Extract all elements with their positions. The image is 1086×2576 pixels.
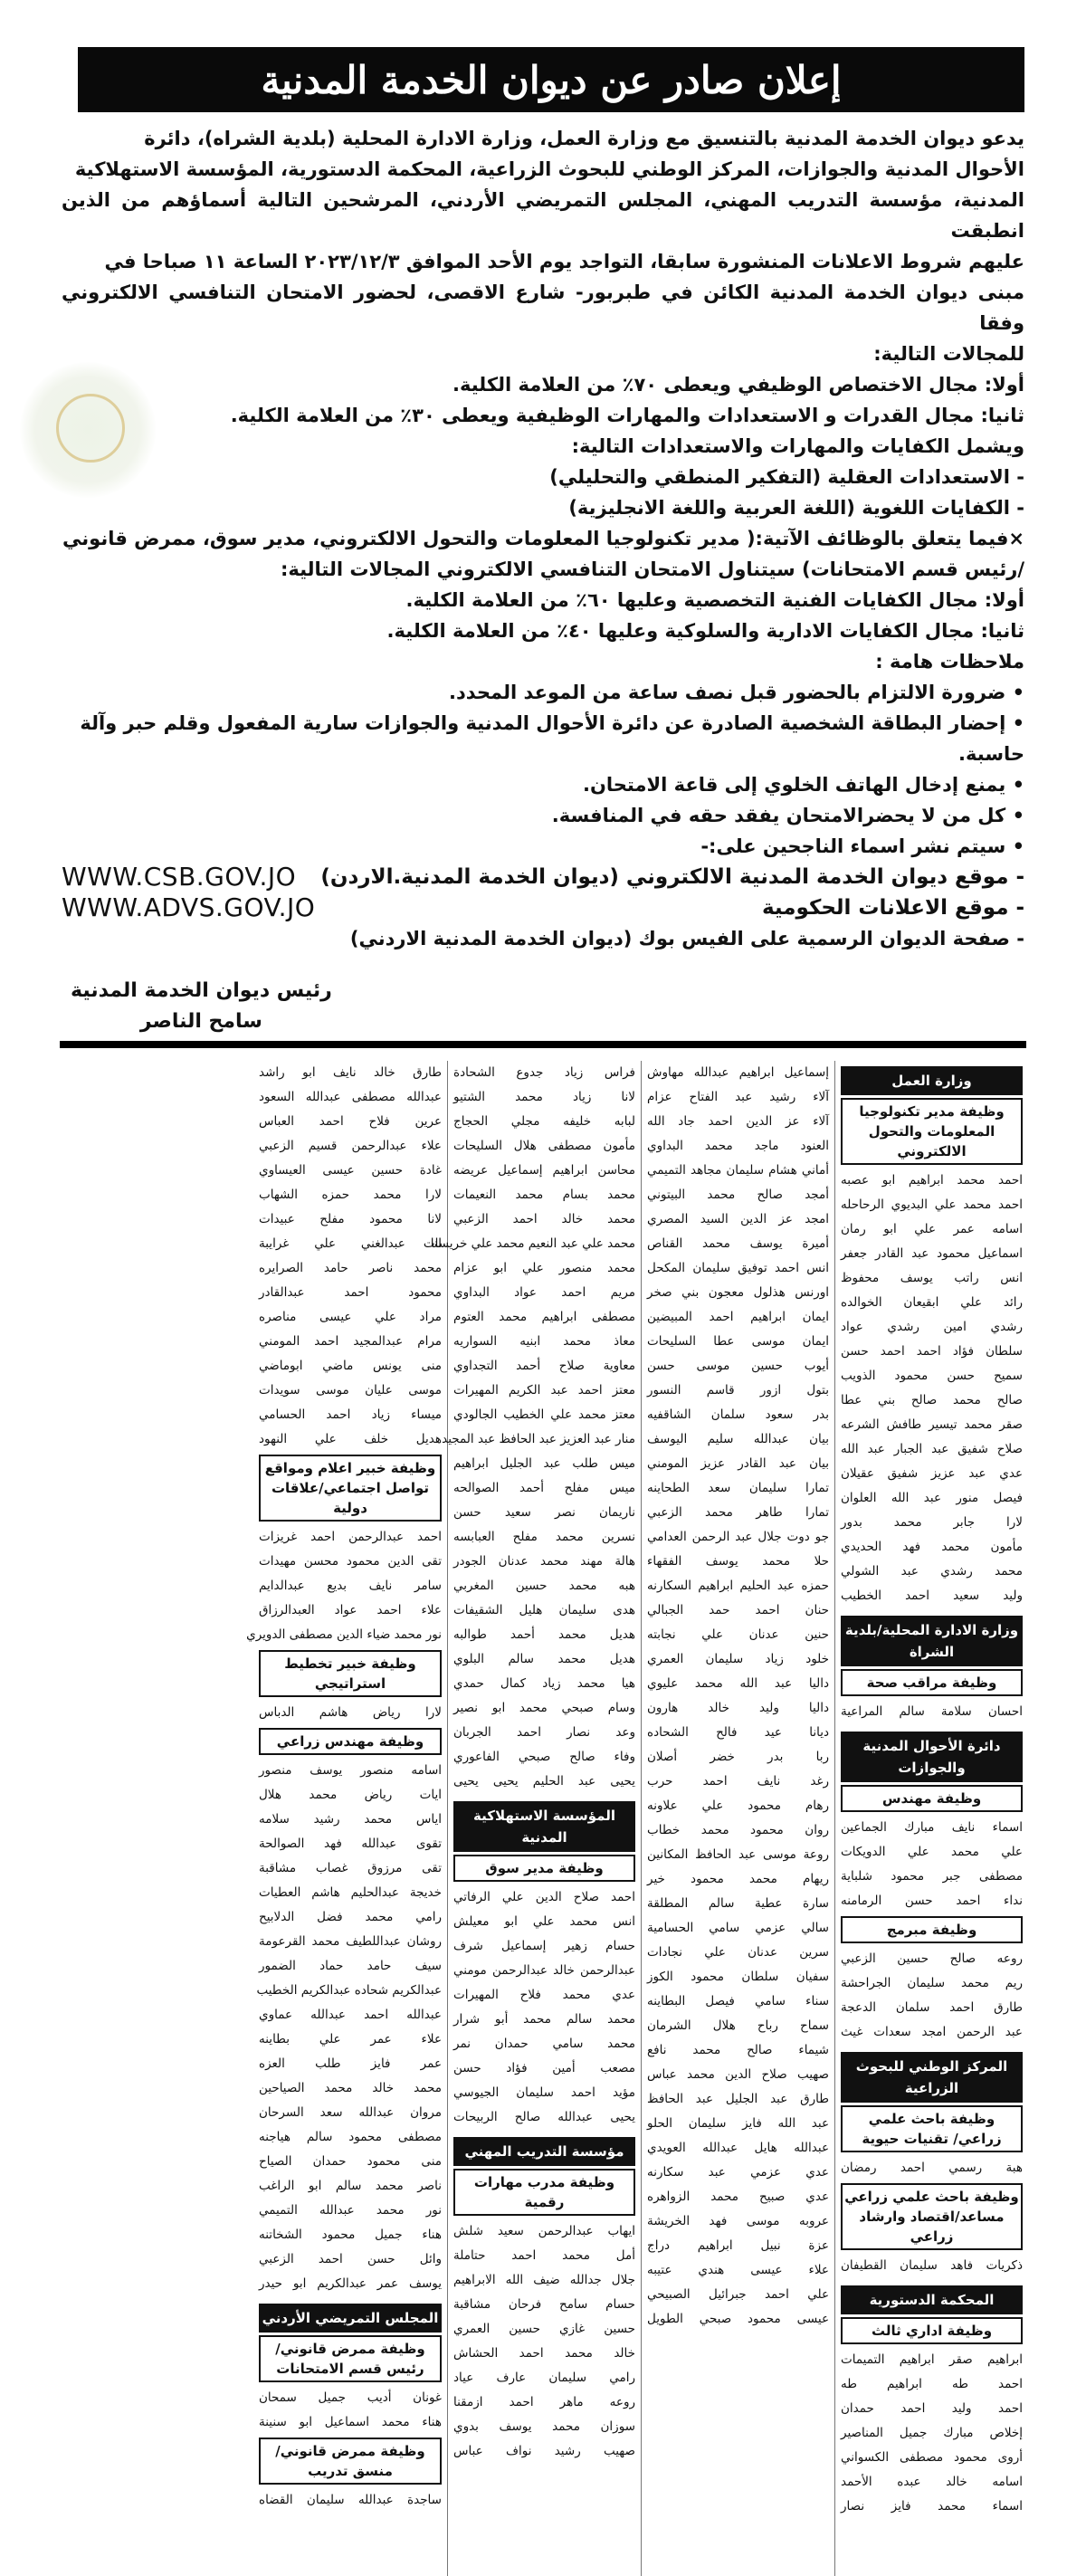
candidate-name: عزة نبيل ابراهيم دراج <box>647 2238 829 2253</box>
candidate-name: وليد سعيد احمد الخطيب <box>841 1589 1023 1603</box>
candidate-name: لارا رياض هاشم الدباس <box>259 1705 442 1720</box>
candidate-name: تقوى عبدالله فهد الصوالحة <box>259 1837 442 1851</box>
candidate-name: محمد خالد احمد الزعبي <box>453 1212 635 1226</box>
results-link-label: - موقع ديوان الخدمة المدنية الالكتروني (ديوان الخدمة المدنية.الاردن) <box>320 865 1024 889</box>
job-title-box: وظيفة مدرب مهارات رقمية <box>453 2169 635 2216</box>
candidate-name: هبة رسمي احمد رمضان <box>841 2161 1023 2175</box>
candidate-name: محمد سامي حمدان نمر <box>453 2037 635 2051</box>
candidates-column <box>423 1061 641 2576</box>
body-line: عليهم شروط الاعلانات المنشورة سابقا، التواجد يوم الأحد الموافق ٢٠٢٣/١٢/٣ الساعة ١١ صباحا في <box>104 251 1024 272</box>
candidate-name: يحيى عبد الحليم يحيى يحيى <box>453 1774 635 1789</box>
candidate-name: آلاء عز الدين احمد جاد الله <box>647 1114 829 1129</box>
candidate-name: صقر محمد تيسير طافش الشرعه <box>841 1417 1023 1432</box>
job-title-box: وظيفة ممرض قانوني/منسق تدريب <box>259 2438 442 2485</box>
candidate-name: مروان عبدالله سعد السرحان <box>259 2105 442 2120</box>
signature-name: سامح الناصر <box>139 1010 262 1033</box>
candidate-name: غادة حسين عيسى العيساوي <box>259 1163 442 1178</box>
candidate-name: عبدالكريم شحاده عبدالكريم الخطيب <box>256 1983 442 1998</box>
body-line: يدعو ديوان الخدمة المدنية بالتنسيق مع وزارة العمل، وزارة الادارة المحلية (بلدية الشراه)، دائرة <box>144 128 1024 149</box>
candidates-column <box>246 1061 447 2576</box>
body-line: أولا: مجال الاختصاص الوظيفي ويعطى ٧٠٪ من العلامة الكلية. <box>452 374 1024 396</box>
body-line: مبنى ديوان الخدمة المدنية الكائن في طبربور- شارع الاقصى، لحضور الامتحان التنافسي الالكتروني وفقا <box>62 281 1024 334</box>
candidate-name: حلا محمد يوسف الفقهاء <box>647 1554 829 1569</box>
candidate-name: سيف حامد حماد الضمور <box>259 1959 442 1973</box>
candidate-name: ساجدة عبدالله سليمان القضاه <box>259 2493 442 2507</box>
candidate-name: أماني هشام سليمان مجاهد التميمي <box>647 1163 829 1178</box>
job-title-box: وظيفة مهندس زراعي <box>259 1728 442 1755</box>
candidate-name: طارق خالد نايف ابو راشد <box>259 1065 442 1080</box>
job-title-box: وظيفة ممرض قانوني/ رئيس قسم الامتحانات <box>259 2335 442 2382</box>
candidate-name: منى محمود حمدان الصياح <box>259 2154 442 2169</box>
institution-header: المركز الوطني للبحوث الزراعية <box>841 2052 1023 2103</box>
candidate-name: أروى محمود مصطفى الكسواني <box>841 2450 1023 2465</box>
candidate-name: فراس زياد جدوع الشحادة <box>453 1065 635 1080</box>
candidate-name: اسماء محمد فايز نصار <box>841 2499 1023 2514</box>
candidate-name: اياس محمد رشيد سلامه <box>259 1812 442 1827</box>
candidate-name: ايهاب عبدالرحمن سعيد شلش <box>453 2224 635 2238</box>
candidate-name: نور محمد عبدالله التميمي <box>259 2203 442 2218</box>
candidate-name: شيماء صالح محمد نافع <box>647 2043 829 2057</box>
candidate-name: محمد ناصر حامد الصرايره <box>259 1261 442 1275</box>
institution-header: المجلس التمريضي الأردني <box>259 2304 442 2333</box>
candidates-columns <box>58 1061 1028 2576</box>
body-line: • كل من لا يحضرالامتحان يفقد حقه في المنافسة. <box>551 805 1024 826</box>
candidate-name: رائد علي ابقيعان الخوالده <box>841 1295 1023 1310</box>
candidate-name: حنين عدنان علي نجابته <box>647 1627 829 1642</box>
candidate-name: احمد عبدالرحمن احمد غريزات <box>259 1530 442 1544</box>
candidate-name: وسام صبحي محمد ابو نصير <box>453 1701 635 1715</box>
candidate-name: لنا عبدالغني علي غرايبة <box>259 1236 442 1251</box>
candidate-name: سناء سامي فيصل البطاينه <box>647 1994 829 2008</box>
candidate-name: ريم محمد سليمان الجراحشة <box>841 1976 1023 1990</box>
candidate-name: مصطفى ابراهيم محمد العتوم <box>453 1310 635 1324</box>
candidate-name: هالة مهند محمد عدنان الجودر <box>453 1554 635 1569</box>
candidate-name: لانا محمود مفلح عبيدات <box>259 1212 442 1226</box>
candidate-name: موسى عليان موسى سويدات <box>259 1383 442 1398</box>
body-line: المدنية، مؤسسة التدريب المهني، المجلس التمريضي الأردني، المرشحين التالية أسماؤهم من الذين انطبقت <box>62 189 1024 242</box>
results-link-url[interactable]: WWW.CSB.GOV.JO <box>62 862 297 892</box>
candidate-name: فيصل منور عبد الله العلوان <box>841 1491 1023 1505</box>
candidate-name: صهيب صلاح الدين محمد عباس <box>647 2067 829 2082</box>
candidate-name: سرين عدنان علي نجادات <box>647 1945 829 1960</box>
signature-role: رئيس ديوان الخدمة المدنية <box>71 979 332 1002</box>
candidate-name: هبه محمد حسين المغربي <box>453 1579 635 1593</box>
candidate-name: محمد خالد محمد الصياحين <box>259 2081 442 2095</box>
candidate-name: هديل خلف علي النهود <box>259 1432 442 1446</box>
candidate-name: علي محمد علي الدويكات <box>841 1845 1023 1859</box>
candidate-name: وفاء صالح صبحي الفاعوري <box>453 1750 635 1764</box>
candidate-name: رامي سليمان عارف عياد <box>453 2371 635 2385</box>
candidate-name: نسرين محمد مفلح العبابسه <box>453 1530 635 1544</box>
candidate-name: عدي صبيح محمد الزواهره <box>647 2190 829 2204</box>
job-title-box: وظيفة خبير اعلام ومواقع تواصل اجتماعي/علاقات دولية <box>259 1455 442 1522</box>
candidate-name: عيسى محمود صبحي الطويل <box>647 2312 829 2326</box>
candidate-name: أمجد صالح محمد البيتوني <box>647 1188 829 1202</box>
job-title-box: وظيفة مهندس <box>841 1785 1023 1812</box>
body-line: - الكفايات اللغوية (اللغة العربية واللغة الانجليزية) <box>568 497 1024 519</box>
candidate-name: حمزه عبد الحليم ابراهيم السكارنه <box>647 1579 829 1593</box>
candidate-name: انس محمد علي ابو معيلش <box>453 1914 635 1929</box>
body-line: • ضرورة الالتزام بالحضور قبل نصف ساعة من الموعد المحدد. <box>449 682 1024 703</box>
candidate-name: عبد الله فايز سليمان الحلو <box>647 2116 829 2131</box>
page-title: إعلان صادر عن ديوان الخدمة المدنية <box>78 47 1024 112</box>
candidate-name: داليا وليد خالد هارون <box>647 1701 829 1715</box>
candidate-name: مرام عبدالمجيد احمد المومني <box>259 1334 442 1349</box>
job-title-box: وظيفة باحث علمي زراعي/ تقنيات حيوية <box>841 2105 1023 2152</box>
candidate-name: احمد وليد احمد حمدان <box>841 2401 1023 2416</box>
candidate-name: ايمان ابراهيم احمد المبيضين <box>647 1310 829 1324</box>
candidate-name: جلال جدالله ضيف الله الابراهيم <box>453 2273 635 2287</box>
candidate-name: محمد منصور علي ابو عزام <box>453 1261 635 1275</box>
candidate-name: انس راتب يوسف محفوظ <box>841 1271 1023 1285</box>
candidate-name: مأمون مصطفى هلال السليحات <box>453 1139 635 1153</box>
candidate-name: بتول ازور قاسم النسور <box>647 1383 829 1398</box>
job-title-box: وظيفة اداري ثالث <box>841 2317 1023 2344</box>
candidate-name: هديل محمد أحمد طوالبه <box>453 1627 635 1642</box>
candidate-name: آلاء رشيد عبد الفتاح عزام <box>647 1090 829 1104</box>
candidate-name: تمارا سليمان سعد الطحاينه <box>647 1481 829 1495</box>
candidate-name: اسماء نايف مبارك الجماعين <box>841 1820 1023 1835</box>
candidate-name: جو دوت جلال عبد الرحمن العدامي <box>647 1530 829 1544</box>
candidate-name: عبدالله هايل عبدالله العويدي <box>647 2141 829 2155</box>
body-line: حاسبة. <box>958 743 1024 765</box>
candidate-name: محمد علي عبد النعيم محمد علي خريسات <box>423 1236 635 1251</box>
job-title-box: وظيفة مبرمج <box>841 1916 1023 1943</box>
section-divider <box>60 1041 1026 1048</box>
candidate-name: سوزان محمد يوسف بدوي <box>453 2419 635 2434</box>
candidate-name: اسماعيل محمود عبد القادر جعفر <box>841 1246 1023 1261</box>
candidate-name: سامر نايف بديع عبدالدايم <box>259 1579 442 1593</box>
candidate-name: أمل محمد احمد حتاملة <box>453 2248 635 2263</box>
job-title-box: وظيفة باحث علمي زراعي مساعد/اقتصاد وارشاد زراعي <box>841 2183 1023 2250</box>
body-line: ×فيما يتعلق بالوظائف الآتية:( مدير تكنولوجيا المعلومات والتحول الالكتروني، مدير سوق، ممرض قانوني <box>62 528 1024 549</box>
candidate-name: ابراهيم صقر ابراهيم التميمات <box>841 2352 1023 2367</box>
candidate-name: احمد طه ابراهيم طه <box>841 2377 1023 2391</box>
candidate-name: طارق عبد الجليل عبد الحافظ <box>647 2092 829 2106</box>
candidate-name: سالي عزمي سامي الحسامية <box>647 1921 829 1935</box>
candidate-name: اسامه منصور يوسف منصور <box>259 1763 442 1778</box>
candidate-name: عبد الرحمن امجد سعدات غيث <box>841 2025 1023 2039</box>
candidate-name: عدي عزمي عبد سكارنه <box>647 2165 829 2180</box>
candidate-name: معاوية صلاح أحمد التجداوي <box>453 1359 635 1373</box>
candidate-name: عبدالرحمن خالد عبدالرحمن مومني <box>453 1963 635 1978</box>
candidate-name: احمد صلاح الدين علي الرفاتي <box>453 1890 635 1904</box>
body-line: • إحضار البطاقة الشخصية الصادرة عن دائرة الأحوال المدنية والجوازات سارية المفعول وقلم حبر وآلة <box>80 712 1024 734</box>
results-link-row <box>62 862 1024 892</box>
candidate-name: روان محمود محمد خطاب <box>647 1823 829 1837</box>
candidate-name: منار عبد العزيز عبد الحافظ عبد المجيد <box>442 1432 635 1446</box>
candidate-name: امجد عز الدين السيد المصري <box>647 1212 829 1226</box>
candidate-name: سفيان سلطان محمود الكوز <box>647 1970 829 1984</box>
candidate-name: العنود ماجد محمد البداوي <box>647 1139 829 1153</box>
candidate-name: محاسن ابراهيم إسماعيل عريضه <box>453 1163 635 1178</box>
candidate-name: مأمون محمد فهد الحديدي <box>841 1540 1023 1554</box>
body-line: ثانيا: مجال القدرات و الاستعدادات والمهارات الوظيفية ويعطى ٣٠٪ من العلامة الكلية. <box>230 405 1024 426</box>
job-title-box: وظيفة مدير سوق <box>453 1855 635 1882</box>
candidates-column <box>641 1061 834 2576</box>
candidate-name: ميس طلب عبد الجليل ابراهيم <box>453 1456 635 1471</box>
candidate-name: خالد محمد احمد الحشاش <box>453 2346 635 2361</box>
candidate-name: وعد نصار احمد الجربان <box>453 1725 635 1740</box>
candidate-name: سميح حسن محمود الذويب <box>841 1369 1023 1383</box>
candidate-name: أميرة يوسف محمد القناص <box>647 1236 829 1251</box>
candidate-name: رشدي امين رشدي عواد <box>841 1320 1023 1334</box>
candidate-name: عبدالله مصطفى عبدالله السعود <box>259 1090 442 1104</box>
candidate-name: محمود احمد عبدالقادر <box>259 1285 442 1300</box>
candidate-name: حسين غازي حسين العمري <box>453 2322 635 2336</box>
candidate-name: مؤيد احمد سليمان الجيوسي <box>453 2085 635 2100</box>
candidate-name: هناء محمد اسماعيل ابو سنينة <box>259 2415 442 2429</box>
candidate-name: معاذ محمد ابنيه السواريه <box>453 1334 635 1349</box>
results-link-row <box>62 892 1024 923</box>
body-line: ثانيا: مجال الكفايات الادارية والسلوكية وعليها ٤٠٪ من العلامة الكلية. <box>386 620 1024 642</box>
candidate-name: هدى سليمان هليل الشقيفات <box>453 1603 635 1617</box>
results-link-label: - موقع الاعلانات الحكومية <box>761 896 1024 920</box>
candidate-name: هناء جميل محمود الشخاتنه <box>259 2228 442 2242</box>
candidate-name: علاء عمر علي بطاينه <box>259 2032 442 2046</box>
body-line: /رئيس قسم الامتحانات) سيتناول الامتحان التنافسي الالكتروني المجالات التالية: <box>280 558 1024 580</box>
candidate-name: روشان عبداللطيف محمد القرعومة <box>259 1934 442 1949</box>
candidate-name: ميس مفلح أحمد الصوالحه <box>453 1481 635 1495</box>
candidate-name: اسامه عمر علي ابو رمان <box>841 1222 1023 1236</box>
candidate-name: يوسف عمر عبدالكريم ابو حيدر <box>259 2276 442 2291</box>
institution-header: المحكمة الدستورية <box>841 2285 1023 2314</box>
candidate-name: عبدالله احمد عبدالله عماوي <box>259 2008 442 2022</box>
candidate-name: حسام زهير إسماعيل شرف <box>453 1939 635 1953</box>
job-title-box: وظيفة خبير تخطيط استراتيجي <box>259 1650 442 1697</box>
candidate-name: احمد محمد ابراهيم ابو عصبه <box>841 1173 1023 1188</box>
candidate-name: لانا زياد محمد الشتيو <box>453 1090 635 1104</box>
candidate-name: حنان احمد حمد الجبالي <box>647 1603 829 1617</box>
job-title-box: وظيفة مراقب صحة <box>841 1669 1023 1696</box>
institution-header: دائرة الأحوال المدنية والجوازات <box>841 1732 1023 1782</box>
facebook-page-note: - صفحة الديوان الرسمية على الفيس بوك (ديوان الخدمة المدنية الاردني) <box>349 928 1024 949</box>
candidate-name: مراد علي عيسى مناصره <box>259 1310 442 1324</box>
candidate-name: تقى الدين محمود محسن مهيدات <box>259 1554 442 1569</box>
candidate-name: روعه ماهر احمد ازمقنا <box>453 2395 635 2409</box>
candidate-name: عروبه موسى فهد الخريشة <box>647 2214 829 2228</box>
body-line: • سيتم نشر اسماء الناجحين على:- <box>700 835 1024 857</box>
candidate-name: ايمان موسى عطا السليحات <box>647 1334 829 1349</box>
candidate-name: لارا جابر محمد بدور <box>841 1515 1023 1530</box>
candidate-name: هيا محمد زياد كمال حمدي <box>453 1676 635 1691</box>
job-title-box: وظيفة مدير تكنولوجيا المعلومات والتحول الالكتروني <box>841 1098 1023 1165</box>
candidate-name: عمر فايز طلب العزه <box>259 2056 442 2071</box>
candidate-name: بيان عبدالله سليم اليوسف <box>647 1432 829 1446</box>
candidate-name: رهام محمود علي علاونه <box>647 1798 829 1813</box>
candidate-name: علاء احمد عواد العبدالرزاق <box>259 1603 442 1617</box>
candidate-name: اورنس هذلول معجون بني صخر <box>647 1285 829 1300</box>
candidate-name: روعة موسى عبد الحافظ المكانين <box>647 1847 829 1862</box>
candidate-name: احسان سلامة سالم المراعية <box>841 1704 1023 1719</box>
candidate-name: رغد نايف احمد حرب <box>647 1774 829 1789</box>
candidate-name: احمد محمد علي البديوي الرحاحله <box>841 1197 1023 1212</box>
candidate-name: علي احمد جبرائيل الصبيحي <box>647 2287 829 2302</box>
body-line: أولا: مجال الكفايات الفنية التخصصية وعليها ٦٠٪ من العلامة الكلية. <box>405 589 1024 611</box>
candidate-name: محمد رشدي عبد الشولي <box>841 1564 1023 1579</box>
candidate-name: إسماعيل ابراهيم عبدالله مهاوش <box>647 1065 829 1080</box>
candidate-name: علاء عبدالرحمن قسيم الزعبي <box>259 1139 442 1153</box>
institution-header: مؤسسة التدريب المهني <box>453 2137 635 2166</box>
body-line: للمجالات التالية: <box>873 343 1024 365</box>
candidate-name: هديل محمد سالم البلوي <box>453 1652 635 1666</box>
body-line: الأحوال المدنية والجوازات، المركز الوطني للبحوث الزراعية، المحكمة الدستورية، المؤسسة الاستهلاكية <box>74 158 1024 180</box>
candidate-name: سلطان فؤاد احمد احمد حسن <box>841 1344 1023 1359</box>
announcement-body <box>62 123 1024 954</box>
institution-header: المؤسسة الاستهلاكية المدنية <box>453 1801 635 1852</box>
candidate-name: عدي عبد عزيز شفيق عقيلان <box>841 1466 1023 1481</box>
candidate-name: نور محمد ضياء الدين مصطفى الدويري <box>246 1627 442 1642</box>
institution-header: وزارة العمل <box>841 1066 1023 1095</box>
candidate-name: مصطفى جبر محمود شلباية <box>841 1869 1023 1884</box>
candidate-name: أيوب حسين موسى حسن <box>647 1359 829 1373</box>
candidate-name: داليا عبد الله محمد عليوي <box>647 1676 829 1691</box>
body-line: ويشمل الكفايات والمهارات والاستعدادات التالية: <box>571 435 1024 457</box>
candidate-name: محمد بسام محمد النعيمات <box>453 1188 635 1202</box>
candidate-name: إخلاص مبارك جميل المناصير <box>841 2426 1023 2440</box>
candidate-name: صهيب رشيد نواف عباس <box>453 2444 635 2458</box>
candidate-name: يحيى عبدالله صالح الربيحات <box>453 2110 635 2124</box>
candidate-name: نداء احمد حسن الرمامنه <box>841 1894 1023 1908</box>
candidate-name: سماح رباح هلال الشرمان <box>647 2018 829 2033</box>
candidate-name: طارق احمد سلمان الدعجة <box>841 2000 1023 2015</box>
candidate-name: لارا محمد حمزه الشهاب <box>259 1188 442 1202</box>
candidate-name: ريهام محمد محمود خير <box>647 1872 829 1886</box>
results-link-url[interactable]: WWW.ADVS.GOV.JO <box>62 892 316 922</box>
candidate-name: مصطفى محمود سالم هياجنه <box>259 2130 442 2144</box>
candidate-name: تقى مرزوق غصاب مشاقبة <box>259 1861 442 1875</box>
candidate-name: وائل حسن احمد الزعبي <box>259 2252 442 2266</box>
candidate-name: عرين فلاح احمد العباس <box>259 1114 442 1129</box>
candidate-name: ميساء زياد احمد الحسامي <box>259 1407 442 1422</box>
candidate-name: غونان أديب جميل سمحان <box>259 2390 442 2405</box>
candidate-name: معتز محمد علي الخطيب الجالودي <box>453 1407 635 1422</box>
candidates-column <box>834 1061 1028 2576</box>
candidate-name: روعه صالح حسين الزعبي <box>841 1951 1023 1966</box>
candidate-name: معتز احمد عبد الكريم المهيرات <box>453 1383 635 1398</box>
candidate-name: انس احمد توفيق سليمان المكحل <box>647 1261 829 1275</box>
body-line: • يمنع إدخال الهاتف الخلوي إلى قاعة الامتحان. <box>582 774 1024 796</box>
candidate-name: رامي محمد فضل الدلابيح <box>259 1910 442 1924</box>
candidate-name: خديجة عبدالحليم هاشم العطيات <box>259 1885 442 1900</box>
candidate-name: صالح محمد صالح بني عطا <box>841 1393 1023 1407</box>
candidate-name: حسام سامح فرحان مشاقبة <box>453 2297 635 2312</box>
candidate-name: ذكريات فاهد سليمان القطيفان <box>841 2258 1023 2273</box>
candidate-name: منى يونس ماضي ابوماضي <box>259 1359 442 1373</box>
candidate-name: مصعب أمين فؤاد حسن <box>453 2061 635 2075</box>
body-line: - الاستعدادات العقلية (التفكير المنطقي والتحليلي) <box>549 466 1024 488</box>
candidate-name: بيان عبد القادر عزيز المومني <box>647 1456 829 1471</box>
body-line: ملاحظات هامة : <box>875 651 1024 673</box>
candidate-name: خلود زياد سليمان العمري <box>647 1652 829 1666</box>
candidate-name: صلاح شفيق عبد الجبار عبد الله <box>841 1442 1023 1456</box>
signature-block <box>71 976 332 1037</box>
candidate-name: ناصر محمد سالم ابو الراغب <box>259 2179 442 2193</box>
candidate-name: علاء عيسى هندي عتيبه <box>647 2263 829 2277</box>
candidate-name: ربا بدر خضر أصلان <box>647 1750 829 1764</box>
candidate-name: لبابه خليفه مجلي الحجاج <box>453 1114 635 1129</box>
candidate-name: محمد سالم محمد أبو شرار <box>453 2012 635 2027</box>
candidate-name: ناريمان نصر سعيد حسن <box>453 1505 635 1520</box>
candidate-name: عدي محمد فلاح المهيرات <box>453 1988 635 2002</box>
candidate-name: بدر سعود سلمان الشاقفيه <box>647 1407 829 1422</box>
candidate-name: سارة عطية سالم المطلقة <box>647 1896 829 1911</box>
candidate-name: اسامه خالد عبده الأحمد <box>841 2475 1023 2489</box>
institution-header: وزارة الادارة المحلية/بلدية الشراة <box>841 1616 1023 1666</box>
candidate-name: ديانا عيد فالح الشحاده <box>647 1725 829 1740</box>
candidate-name: مريم احمد عواد البداوي <box>453 1285 635 1300</box>
candidate-name: ايات رياض محمد هلال <box>259 1788 442 1802</box>
candidate-name: تمارا طاهر محمد الزعبي <box>647 1505 829 1520</box>
